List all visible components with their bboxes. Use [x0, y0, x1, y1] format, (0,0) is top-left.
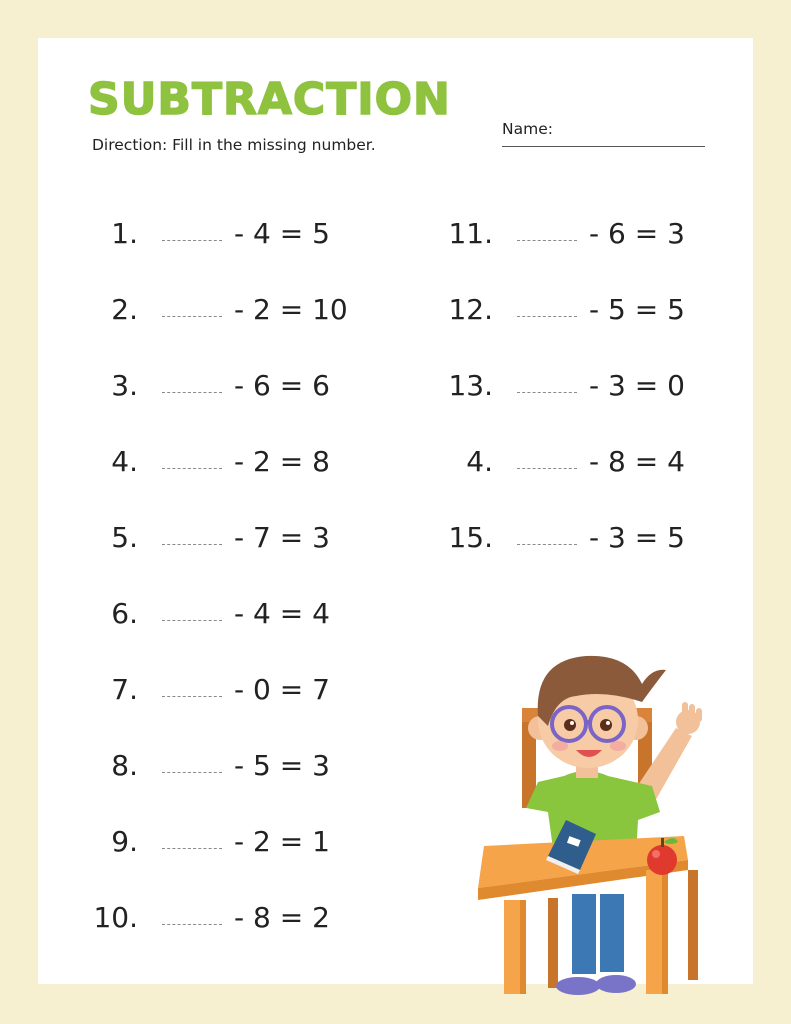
answer-blank[interactable] [162, 544, 222, 545]
problem-row [38, 214, 378, 254]
problem-number: 10. [93, 901, 138, 934]
problem-equation: - 8 = 2 [234, 901, 330, 934]
problem-number: 4. [466, 445, 493, 478]
problem-row [38, 290, 378, 330]
answer-blank[interactable] [162, 924, 222, 925]
name-label: Name: [502, 120, 553, 138]
problem-equation: - 4 = 4 [234, 597, 330, 630]
direction-text: Direction: Fill in the missing number. [92, 136, 376, 154]
problem-number: 4. [111, 445, 138, 478]
problem-number: 2. [111, 293, 138, 326]
problem-number: 5. [111, 521, 138, 554]
answer-blank[interactable] [517, 544, 577, 545]
problem-equation: - 8 = 4 [589, 445, 685, 478]
answer-blank[interactable] [162, 392, 222, 393]
answer-blank[interactable] [517, 392, 577, 393]
problem-number: 1. [111, 217, 138, 250]
problem-row [393, 214, 733, 254]
problem-row [393, 290, 733, 330]
problem-row [38, 670, 378, 710]
problem-row [393, 366, 733, 406]
problem-number: 12. [448, 293, 493, 326]
problem-equation: - 2 = 1 [234, 825, 330, 858]
problem-row [393, 518, 733, 558]
problem-number: 15. [448, 521, 493, 554]
problem-equation: - 3 = 0 [589, 369, 685, 402]
problem-equation: - 3 = 5 [589, 521, 685, 554]
student-raising-hand-icon [456, 598, 706, 998]
answer-blank[interactable] [162, 240, 222, 241]
problem-number: 7. [111, 673, 138, 706]
problem-row [38, 518, 378, 558]
answer-blank[interactable] [517, 316, 577, 317]
problem-equation: - 6 = 6 [234, 369, 330, 402]
problem-row [38, 366, 378, 406]
problem-equation: - 6 = 3 [589, 217, 685, 250]
problem-equation: - 4 = 5 [234, 217, 330, 250]
problem-row [393, 442, 733, 482]
problem-number: 6. [111, 597, 138, 630]
problem-equation: - 5 = 3 [234, 749, 330, 782]
problem-number: 9. [111, 825, 138, 858]
problem-equation: - 2 = 10 [234, 293, 348, 326]
answer-blank[interactable] [162, 772, 222, 773]
problem-number: 13. [448, 369, 493, 402]
answer-blank[interactable] [162, 848, 222, 849]
answer-blank[interactable] [162, 468, 222, 469]
name-field[interactable] [502, 146, 705, 147]
answer-blank[interactable] [517, 240, 577, 241]
problem-equation: - 5 = 5 [589, 293, 685, 326]
problem-row [38, 594, 378, 634]
problem-number: 8. [111, 749, 138, 782]
problem-row [38, 442, 378, 482]
problem-row [38, 822, 378, 862]
answer-blank[interactable] [162, 696, 222, 697]
problem-row [38, 746, 378, 786]
answer-blank[interactable] [517, 468, 577, 469]
problem-equation: - 0 = 7 [234, 673, 330, 706]
answer-blank[interactable] [162, 620, 222, 621]
worksheet-page [38, 38, 753, 984]
problem-equation: - 7 = 3 [234, 521, 330, 554]
page-title: SUBTRACTION [88, 74, 451, 125]
problem-equation: - 2 = 8 [234, 445, 330, 478]
answer-blank[interactable] [162, 316, 222, 317]
problem-number: 3. [111, 369, 138, 402]
problem-number: 11. [448, 217, 493, 250]
problem-row [38, 898, 378, 938]
